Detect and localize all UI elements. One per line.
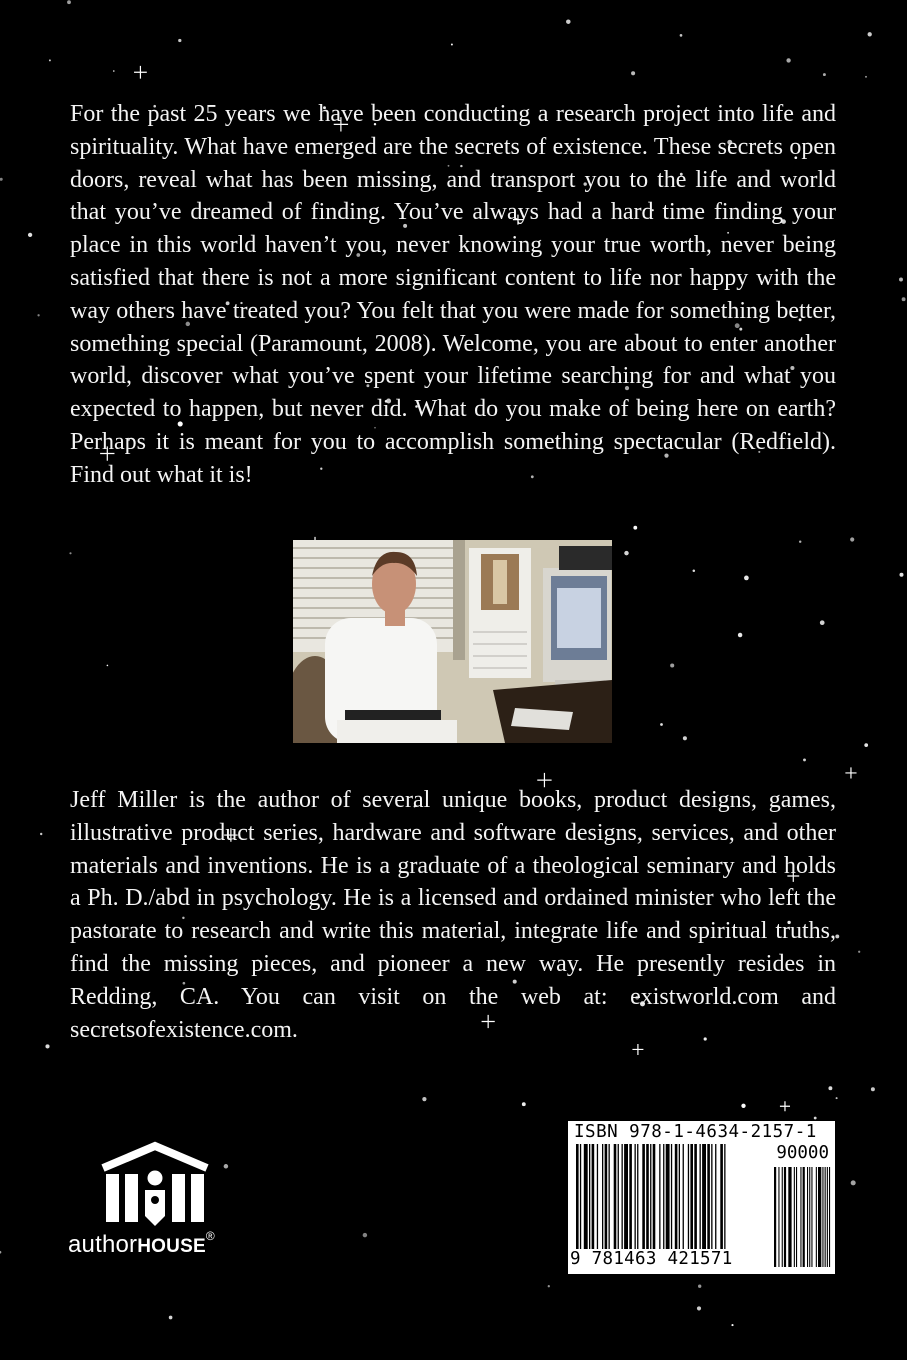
barcode-bar (650, 1144, 651, 1252)
star (422, 1097, 426, 1101)
star (522, 1102, 526, 1106)
barcode-bar (679, 1144, 680, 1252)
star (902, 297, 906, 301)
barcode-bar (724, 1144, 725, 1252)
star (899, 573, 903, 577)
synopsis-text: For the past 25 years we have been conducting a research project into life and spirituality. What have emerged are the secrets of existence. These secrets open doors, reveal what has been missing, and transport you to the life and world that you’ve dreamed of finding. You’ve always had a hard time finding your place in this world haven’t you, never knowing your true worth, never being satisfied that there is not a more significant content to life nor happy with the way others have treated you? You felt that you were made for something better, something special (Paramount, 2008). Welcome, you are about to enter another world, discover what you’ve spent your lifetime searching for and what you expected to happen, but never did. What do you make of being here on earth? Perhaps it is meant for you to accomplish something spectacular (Redfield). Find out what it is! (70, 101, 836, 488)
star (28, 233, 32, 237)
star (693, 569, 696, 572)
barcode-bar (642, 1144, 645, 1252)
publisher-logo (68, 1140, 258, 1260)
star-sparkle (134, 66, 147, 79)
barcode-bar (653, 1144, 656, 1252)
price-barcode-bar (774, 1167, 776, 1267)
price-code: 90000 (776, 1143, 829, 1163)
star (67, 0, 71, 4)
barcode-bar (592, 1144, 595, 1252)
star (868, 32, 872, 36)
barcode-bar (675, 1144, 678, 1252)
barcode-bar (589, 1144, 590, 1252)
star (49, 59, 51, 61)
star (69, 552, 71, 554)
barcode-bar (629, 1144, 632, 1252)
price-barcode-bar (825, 1167, 826, 1267)
star (744, 576, 749, 581)
barcode-bar (707, 1144, 710, 1252)
authorhouse-house-icon (100, 1140, 210, 1228)
star (851, 1180, 856, 1185)
star (45, 1044, 49, 1048)
barcode-bar (609, 1144, 610, 1252)
barcode-bar (584, 1144, 588, 1252)
star-sparkle (845, 767, 856, 778)
barcode-bar (702, 1144, 706, 1252)
price-barcode-bar (782, 1167, 783, 1267)
barcode-bar (597, 1144, 598, 1252)
star (858, 951, 860, 953)
price-barcode-bar (809, 1167, 810, 1267)
barcode-bar (646, 1144, 649, 1252)
star (40, 833, 42, 835)
price-barcode-bar (811, 1167, 812, 1267)
star (799, 540, 801, 542)
price-barcode-bar (807, 1167, 808, 1267)
barcode-bar (618, 1144, 619, 1252)
star-sparkle (780, 1101, 790, 1111)
star (566, 19, 571, 24)
star (803, 758, 806, 761)
star (631, 71, 635, 75)
star (169, 1316, 173, 1320)
star (850, 537, 854, 541)
barcode-bar (614, 1144, 617, 1252)
price-barcode-bar (816, 1167, 817, 1267)
barcode-bar (637, 1144, 638, 1252)
barcode-bar (635, 1144, 636, 1252)
star (624, 551, 628, 555)
barcode-bar (622, 1144, 623, 1252)
barcode-bar (659, 1144, 660, 1252)
star (178, 39, 181, 42)
star (548, 1285, 550, 1287)
star (633, 526, 637, 530)
star (814, 1117, 817, 1120)
star (731, 1324, 733, 1326)
star (670, 663, 674, 667)
isbn-barcode (568, 1121, 835, 1274)
star (113, 70, 115, 72)
author-bio-text: Jeff Miller is the author of several unique books, product designs, games, illustrative product series, hardware and software designs, services, and other materials and inventions. He is a graduate of a theological seminary and holds a Ph. D./abd in psychology. He is a licensed and ordained minister who left the pastorate to research and write this material, integrate life and spiritual truths, find the missing pieces, and pioneer a new way. He presently resides in Redding, CA. You can visit on the web at: existworld.com and secretsofexistence.com. (70, 787, 836, 1043)
star (864, 743, 868, 747)
star (0, 1251, 1, 1254)
price-barcode-bar (796, 1167, 797, 1267)
price-barcode-bar (800, 1167, 801, 1267)
star (741, 1104, 745, 1108)
barcode-bar (711, 1144, 712, 1252)
barcode-bar (624, 1144, 628, 1252)
price-barcode-bar (827, 1167, 828, 1267)
star (823, 73, 826, 76)
barcode-bar (700, 1144, 701, 1252)
barcode-bar (671, 1144, 672, 1252)
price-barcode-bar (818, 1167, 821, 1267)
barcode-bar (605, 1144, 608, 1252)
star (660, 723, 663, 726)
isbn-number: ISBN 978-1-4634-2157-1 (574, 1122, 817, 1142)
price-barcode-bar (784, 1167, 786, 1267)
barcode-bar (683, 1144, 684, 1252)
star (37, 314, 39, 316)
star (107, 665, 109, 667)
price-barcode-bar (794, 1167, 795, 1267)
star (0, 178, 3, 181)
price-barcode-bar (822, 1167, 823, 1267)
price-barcode-bar (803, 1167, 805, 1267)
barcode-bar (666, 1144, 670, 1252)
barcode-bar (663, 1144, 664, 1252)
star (363, 1233, 367, 1237)
star (865, 76, 867, 78)
star (828, 1086, 832, 1090)
barcode-bar (602, 1144, 603, 1252)
price-barcode-bar (778, 1167, 779, 1267)
star (683, 736, 687, 740)
barcode-bar (688, 1144, 689, 1252)
barcode-bar (580, 1144, 581, 1252)
star (871, 1087, 875, 1091)
barcode-bar (576, 1144, 579, 1252)
star (697, 1306, 701, 1310)
barcode-bar (690, 1144, 693, 1252)
author-photo (293, 540, 612, 743)
star (680, 34, 683, 37)
star (738, 633, 742, 637)
publisher-name: authorHOUSE® (68, 1229, 215, 1258)
star (698, 1285, 701, 1288)
star (899, 278, 903, 282)
star (786, 58, 790, 62)
ean-digits: 9 781463 421571 (570, 1249, 733, 1269)
barcode-bar (720, 1144, 723, 1252)
barcode-bar (694, 1144, 697, 1252)
star (820, 620, 825, 625)
barcode-bar (715, 1144, 716, 1252)
star (451, 44, 453, 46)
price-barcode-bar (788, 1167, 791, 1267)
price-barcode-bar (829, 1167, 830, 1267)
star (836, 1097, 838, 1099)
